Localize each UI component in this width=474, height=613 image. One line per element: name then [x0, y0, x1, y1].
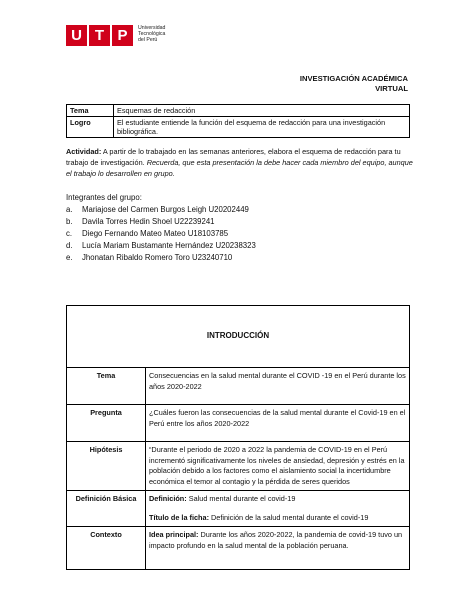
list-item: b. Davila Torres Hedin Shoel U22239241 [66, 217, 215, 226]
pregunta-key: Pregunta [67, 405, 146, 442]
table-row [67, 105, 410, 117]
definicion-value [146, 491, 410, 527]
header-subtitle: VIRTUAL [375, 84, 408, 93]
definicion-label: Definición: [149, 494, 187, 503]
table-row [67, 368, 410, 405]
table-row [67, 442, 410, 491]
tema-value: Esquemas de redacción [114, 105, 410, 117]
logro-value: El estudiante entiende la función del esquema de redacción para una investigación bibliográfica. [114, 117, 410, 138]
titulo-label: Título de la ficha: [149, 512, 209, 522]
table-row [67, 405, 410, 442]
intro-table [66, 305, 410, 570]
activity-note: Recuerda, que esta presentación la debe hacer cada miembro del equipo, aunque el trabajo lo desarrollen en grupo. [66, 158, 413, 178]
contexto-key: Contexto [67, 527, 146, 570]
titulo-text: Definición de la salud mental durante el covid-19 [209, 512, 369, 522]
intro-heading: INTRODUCCIÓN [67, 306, 410, 368]
activity-label: Actividad: [66, 147, 102, 156]
table-row [67, 306, 410, 368]
logo-text: Universidad Tecnológica del Perú [138, 25, 166, 43]
logo-letter-t: T [89, 25, 110, 46]
idea-text: Durante los años 2020-2022, la pandemia de covid-19 tuvo un impacto profundo en la salud mental de la población peruana. [149, 530, 403, 550]
group-members [66, 192, 396, 264]
list-item: c. Diego Fernando Mateo Mateo U18103785 [66, 229, 229, 238]
contexto-value [146, 527, 410, 570]
hipotesis-value: “Durante el periodo de 2020 a 2022 la pandemia de COVID-19 en el Perú incrementó significativamente los niveles de ansiedad, depresión y estrés en la población debido a los factores como el aislamiento social la incertidumbre económica el temor al contagio y la pérdida de seres queridos [146, 442, 410, 491]
info-table [66, 104, 410, 138]
idea-label: Idea principal: [149, 530, 199, 539]
tema-value: Consecuencias en la salud mental durante el COVID -19 en el Perú durante los años 2020-2022 [146, 368, 410, 405]
logo-letter-u: U [66, 25, 87, 46]
table-row [67, 117, 410, 138]
activity-text: A partir de lo trabajado en las semanas anteriores, elabora el esquema de redacción para tu trabajo de investigación. [66, 147, 401, 167]
table-row [67, 491, 410, 527]
tema-key: Tema [67, 368, 146, 405]
list-item: a. Mariajose del Carmen Burgos Leigh U20202449 [66, 205, 249, 214]
list-item: d. Lucía Mariam Bustamante Hernández U20238323 [66, 241, 256, 250]
header-title: INVESTIGACIÓN ACADÉMICA [299, 74, 408, 83]
list-item: e. Jhonatan Ribaldo Romero Toro U23240710 [66, 253, 233, 262]
logro-key: Logro [67, 117, 114, 138]
utp-logo [66, 25, 191, 47]
tema-key: Tema [67, 105, 114, 117]
hipotesis-key: Hipótesis [67, 442, 146, 491]
pregunta-value: ¿Cuáles fueron las consecuencias de la salud mental durante el Covid-19 en el Perú entre los años 2020-2022 [146, 405, 410, 442]
definicion-key: Definición Básica [67, 491, 146, 527]
activity-paragraph [66, 146, 416, 179]
logo-letter-p: P [112, 25, 133, 46]
group-title: Integrantes del grupo: [66, 193, 142, 202]
definicion-text: Salud mental durante el covid-19 [186, 494, 296, 503]
table-row [67, 527, 410, 570]
